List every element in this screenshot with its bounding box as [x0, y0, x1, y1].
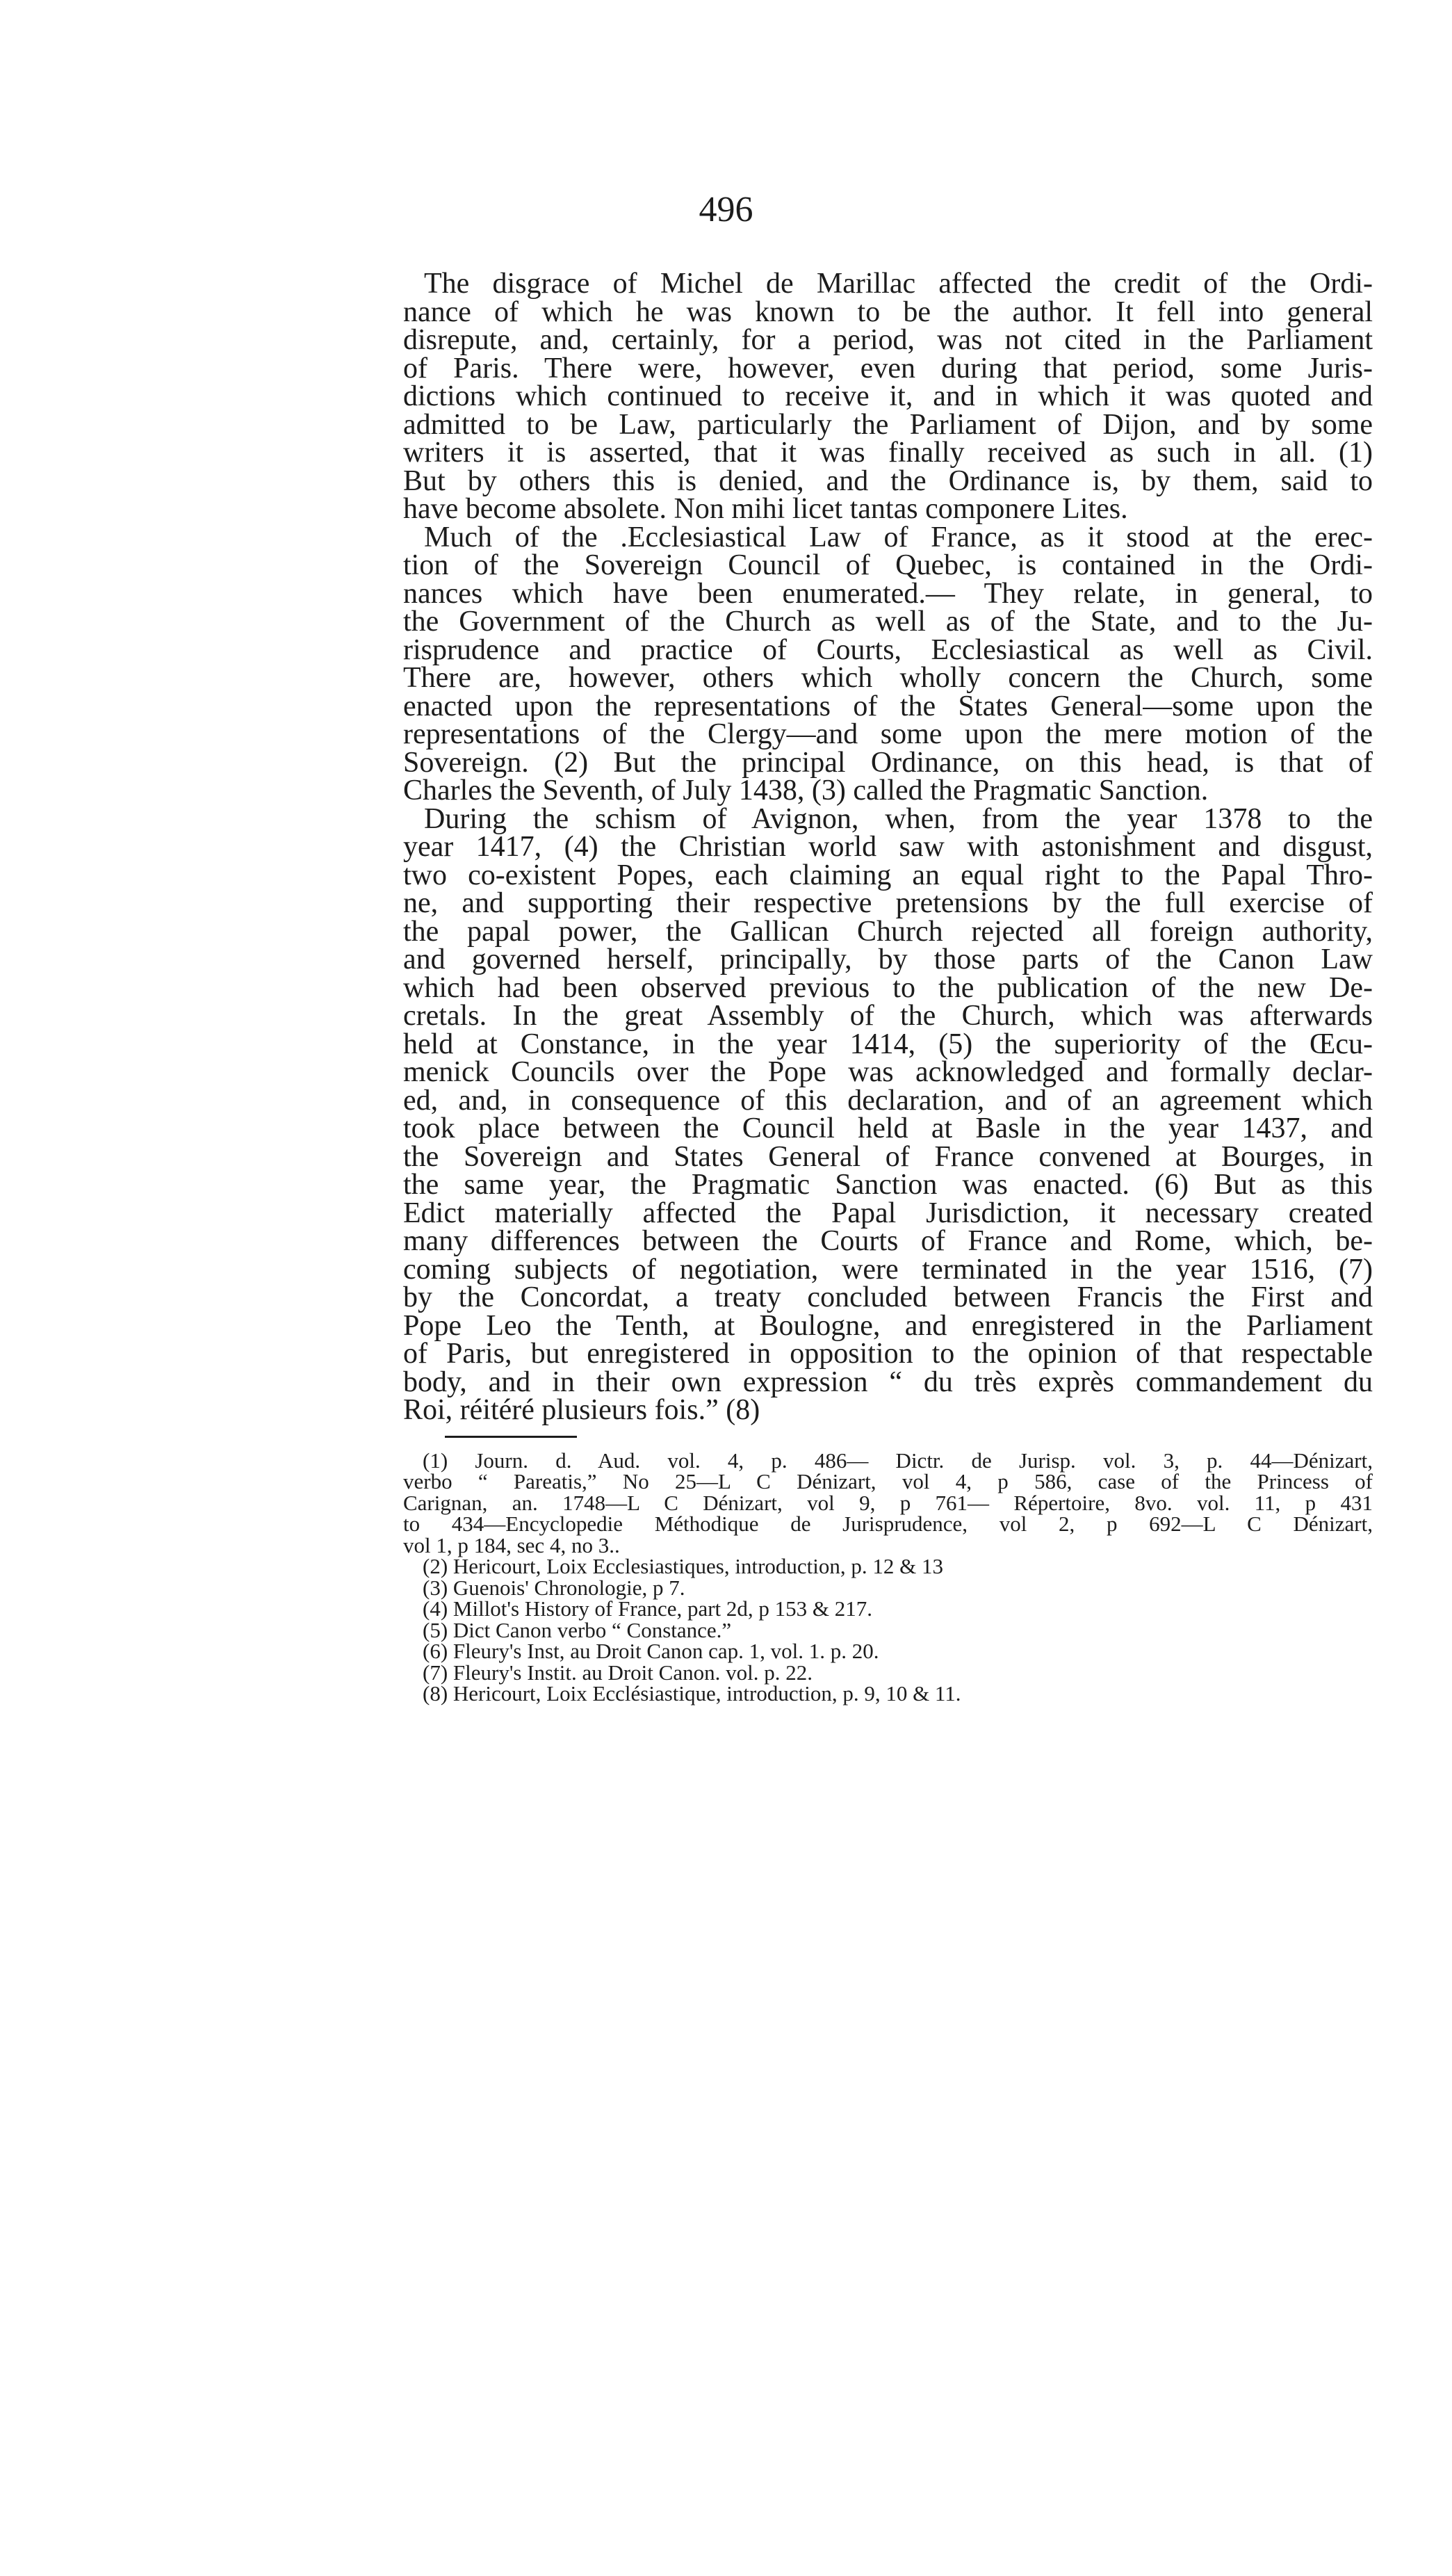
- text-line: Edict materially affected the Papal Jurisdiction, it necessary created: [403, 1197, 1373, 1229]
- text-line: During the schism of Avignon, when, from the year 1378 to the: [424, 802, 1373, 835]
- footnote-line: to 434—Encyclopedie Méthodique de Jurisprudence, vol 2, p 692—L C Dénizart,: [403, 1512, 1373, 1536]
- text-line: Sovereign. (2) But the principal Ordinance, on this head, is that of: [403, 746, 1373, 779]
- text-line: Pope Leo the Tenth, at Boulogne, and enregistered in the Parliament: [403, 1309, 1373, 1342]
- footnote-line: (2) Hericourt, Loix Ecclesiastiques, introduction, p. 12 & 13: [423, 1554, 943, 1578]
- text-line: body, and in their own expression “ du très exprès commandement du: [403, 1366, 1373, 1398]
- footnote-line: (6) Fleury's Inst, au Droit Canon cap. 1, vol. 1. p. 20.: [423, 1639, 879, 1663]
- text-line: ne, and supporting their respective pretensions by the full exercise of: [403, 887, 1373, 919]
- footnote-line: Carignan, an. 1748—L C Dénizart, vol 9, p 761— Répertoire, 8vo. vol. 11, p 431: [403, 1490, 1373, 1515]
- footnote-line: (1) Journ. d. Aud. vol. 4, p. 486— Dictr. de Jurisp. vol. 3, p. 44—Dénizart,: [423, 1448, 1373, 1473]
- text-line: representations of the Clergy—and some upon the mere motion of the: [403, 718, 1373, 750]
- text-line: Roi, réitéré plusieurs fois.” (8): [403, 1394, 760, 1426]
- footnote-line: (3) Guenois' Chronologie, p 7.: [423, 1575, 685, 1600]
- footnote-line: (5) Dict Canon verbo “ Constance.”: [423, 1617, 732, 1642]
- page-number: 496: [699, 190, 753, 229]
- text-line: and governed herself, principally, by those parts of the Canon Law: [403, 943, 1373, 975]
- text-line: of Paris. There were, however, even during that period, some Juris-: [403, 352, 1373, 384]
- text-line: many differences between the Courts of France and Rome, which, be-: [403, 1225, 1373, 1257]
- text-line: Charles the Seventh, of July 1438, (3) called the Pragmatic Sanction.: [403, 775, 1209, 807]
- text-line: dictions which continued to receive it, and in which it was quoted and: [403, 380, 1373, 412]
- text-line: nances which have been enumerated.— They relate, in general, to: [403, 577, 1373, 610]
- footnote-line: verbo “ Pareatis,” No 25—L C Dénizart, vol 4, p 586, case of the Princess of: [403, 1469, 1373, 1493]
- text-line: disrepute, and, certainly, for a period, was not cited in the Parliament: [403, 324, 1373, 356]
- main-paragraphs: [403, 270, 1373, 1425]
- text-line: took place between the Council held at Basle in the year 1437, and: [403, 1112, 1373, 1144]
- footnote-line: (8) Hericourt, Loix Ecclésiastique, introduction, p. 9, 10 & 11.: [423, 1681, 961, 1706]
- footnote-line: (7) Fleury's Instit. au Droit Canon. vol. p. 22.: [423, 1660, 813, 1685]
- text-line: admitted to be Law, particularly the Parliament of Dijon, and by some: [403, 408, 1373, 441]
- text-line: ed, and, in consequence of this declaration, and of an agreement which: [403, 1084, 1373, 1117]
- text-line: the Government of the Church as well as of the State, and to the Ju-: [403, 606, 1373, 638]
- text-line: cretals. In the great Assembly of the Church, which was afterwards: [403, 1000, 1373, 1032]
- text-line: have become absolete. Non mihi licet tantas componere Lites.: [403, 493, 1128, 525]
- text-line: by the Concordat, a treaty concluded between Francis the First and: [403, 1281, 1373, 1313]
- text-line: which had been observed previous to the publication of the new De-: [403, 971, 1373, 1004]
- text-line: Much of the .Ecclesiastical Law of France, as it stood at the erec-: [424, 521, 1373, 553]
- footnotes: [403, 1450, 1373, 1705]
- text-line: menick Councils over the Pope was acknowledged and formally declar-: [403, 1056, 1373, 1088]
- text-line: risprudence and practice of Courts, Ecclesiastical as well as Civil.: [403, 633, 1373, 666]
- text-line: the same year, the Pragmatic Sanction was enacted. (6) But as this: [403, 1169, 1373, 1201]
- text-line: the papal power, the Gallican Church rejected all foreign authority,: [403, 915, 1373, 948]
- text-line: writers it is asserted, that it was finally received as such in all. (1): [403, 437, 1373, 469]
- text-line: The disgrace of Michel de Marillac affected the credit of the Ordi-: [424, 268, 1373, 300]
- footnote-rule: [445, 1436, 577, 1438]
- text-line: two co-existent Popes, each claiming an equal right to the Papal Thro-: [403, 859, 1373, 891]
- text-line: coming subjects of negotiation, were terminated in the year 1516, (7): [403, 1253, 1373, 1286]
- text-line: of Paris, but enregistered in opposition to the opinion of that respectable: [403, 1338, 1373, 1370]
- text-line: tion of the Sovereign Council of Quebec, is contained in the Ordi-: [403, 549, 1373, 581]
- text-line: the Sovereign and States General of France convened at Bourges, in: [403, 1140, 1373, 1173]
- text-line: nance of which he was known to be the author. It fell into general: [403, 295, 1373, 328]
- text-line: held at Constance, in the year 1414, (5) the superiority of the Œcu-: [403, 1028, 1373, 1060]
- text-line: enacted upon the representations of the States General—some upon the: [403, 690, 1373, 722]
- footnote-line: (4) Millot's History of France, part 2d, p 153 & 217.: [423, 1596, 873, 1621]
- footnote-line: vol 1, p 184, sec 4, no 3..: [403, 1532, 620, 1557]
- text-line: year 1417, (4) the Christian world saw with astonishment and disgust,: [403, 831, 1373, 863]
- text-line: But by others this is denied, and the Ordinance is, by them, said to: [403, 464, 1373, 497]
- body-text: [403, 270, 1373, 1705]
- text-line: There are, however, others which wholly concern the Church, some: [403, 662, 1373, 694]
